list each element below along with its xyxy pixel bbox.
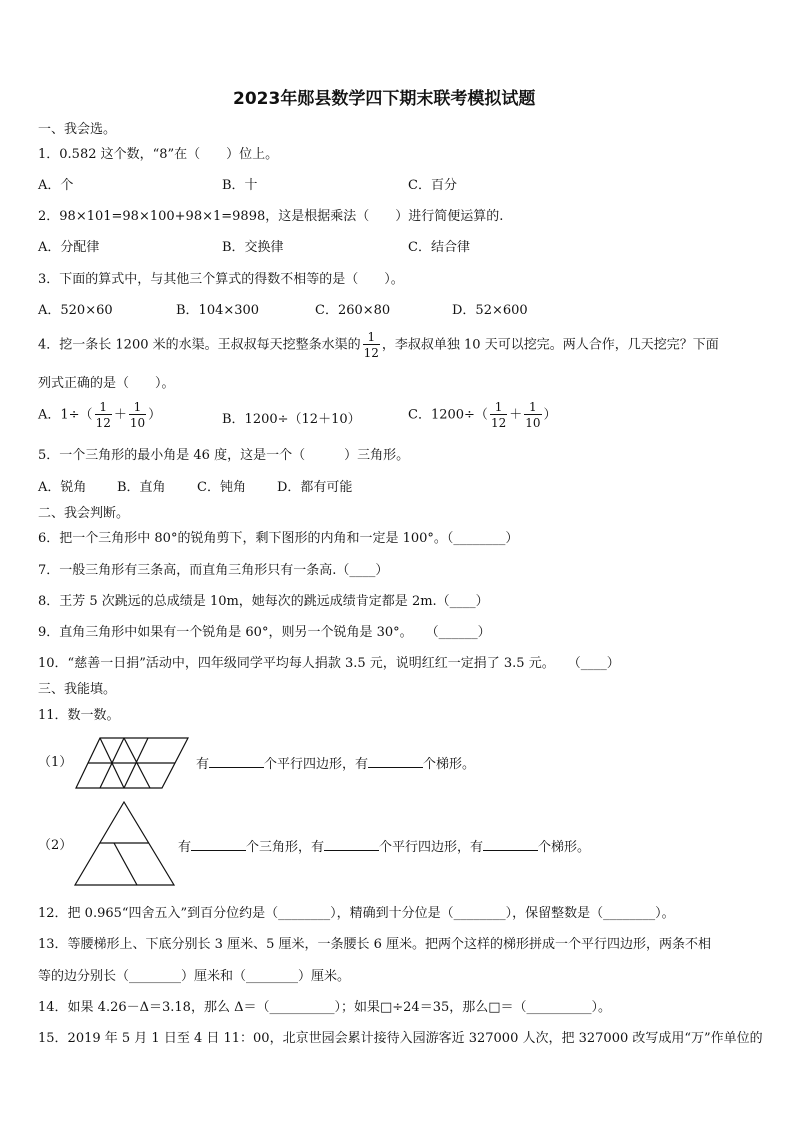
q4-line2: 列式正确的是（ ）。 [38,376,175,391]
fraction-one-twelfth: $\frac{1}{12}$ [363,330,379,360]
question-6: 6．把一个三角形中 80°的锐角剪下，剩下图形的内角和一定是 100°。（________） [38,531,519,546]
section-2-heading: 二、我会判断。 [38,506,130,521]
q3-option-d: D．52×600 [452,303,528,318]
question-9: 9．直角三角形中如果有一个锐角是 60°，则另一个锐角是 30°。 （______） [38,625,491,640]
q5-option-c: C．钝角 [197,480,246,495]
q11-part2-fill: 有 个三角形，有 个平行四边形，有 个梯形。 [178,840,591,855]
q1-option-a: A．个 [38,178,74,193]
parallelogram-figure [74,736,194,792]
question-2: 2．98×101=98×100+98×1=9898，这是根据乘法（ ）进行简便运算的. [38,209,504,224]
question-4 [38,331,719,359]
q2-option-c: C．结合律 [408,240,470,255]
q5-option-d: D．都有可能 [277,480,353,495]
q4-option-b: B．1200÷（12＋10） [222,412,361,427]
question-12: 12．把 0.965“四舍五入”到百分位约是（________），精确到十分位是（________），保留整数是（________）。 [38,906,675,921]
page-title: 2023年郧县数学四下期末联考模拟试题 [233,89,536,109]
question-5: 5．一个三角形的最小角是 46 度，这是一个（ ）三角形。 [38,448,410,463]
q11-part1-label: （1） [38,755,73,770]
q1-option-b: B．十 [222,178,258,193]
q1-option-c: C．百分 [408,178,457,193]
q2-option-b: B．交换律 [222,240,284,255]
section-1-heading: 一、我会选。 [38,122,117,137]
question-7: 7．一般三角形有三条高，而直角三角形只有一条高.（____） [38,563,389,578]
answer-blank[interactable] [191,839,246,851]
section-3-heading: 三、我能填。 [38,682,117,697]
q4-option-c: C．1200÷（ $\frac{1}{12}$ ＋ $\frac{1}{10}$ ） [408,400,557,430]
question-1: 1．0.582 这个数，“8”在（ ）位上。 [38,147,279,162]
question-3: 3．下面的算式中，与其他三个算式的得数不相等的是（ ）。 [38,272,404,287]
answer-blank[interactable] [368,756,423,768]
q3-option-a: A．520×60 [38,303,113,318]
question-14: 14．如果 4.26－Δ＝3.18，那么 Δ＝（__________）；如果□÷24＝35，那么□＝（__________）。 [38,1000,612,1015]
q11-part2-label: （2） [38,838,73,853]
q4-text-end: ，李叔叔单独 10 天可以挖完。两人合作，几天挖完？下面 [381,337,719,353]
answer-blank[interactable] [209,756,264,768]
question-13-line1: 13．等腰梯形上、下底分别长 3 厘米、5 厘米，一条腰长 6 厘米。把两个这样的梯形拼成一个平行四边形，两条不相 [38,937,712,952]
answer-blank[interactable] [324,839,379,851]
question-8: 8．王芳 5 次跳远的总成绩是 10m，她每次的跳远成绩肯定都是 2m.（____） [38,594,489,609]
q4-text-start: 4．挖一条长 1200 米的水渠。王叔叔每天挖整条水渠的 [38,337,361,353]
triangle-figure [73,800,177,888]
answer-blank[interactable] [483,839,538,851]
q2-option-a: A．分配律 [38,240,100,255]
question-13-line2: 等的边分别长（________）厘米和（________）厘米。 [38,969,351,984]
q5-option-a: A．锐角 [38,480,87,495]
q11-part1-fill: 有 个平行四边形，有 个梯形。 [196,757,476,772]
q3-option-c: C．260×80 [315,303,391,318]
q3-option-b: B．104×300 [176,303,260,318]
q4-option-a: A．1÷（ $\frac{1}{12}$ ＋ $\frac{1}{10}$ ） [38,400,162,430]
question-10: 10．“慈善一日捐”活动中，四年级同学平均每人捐款 3.5 元，说明红红一定捐了 3.5 元。 （____） [38,656,620,671]
q5-option-b: B．直角 [117,480,166,495]
question-15: 15．2019 年 5 月 1 日至 4 日 11：00，北京世园会累计接待入园游客近 327000 人次，把 327000 改写成用“万”作单位的 [38,1031,763,1046]
question-11: 11．数一数。 [38,708,120,723]
